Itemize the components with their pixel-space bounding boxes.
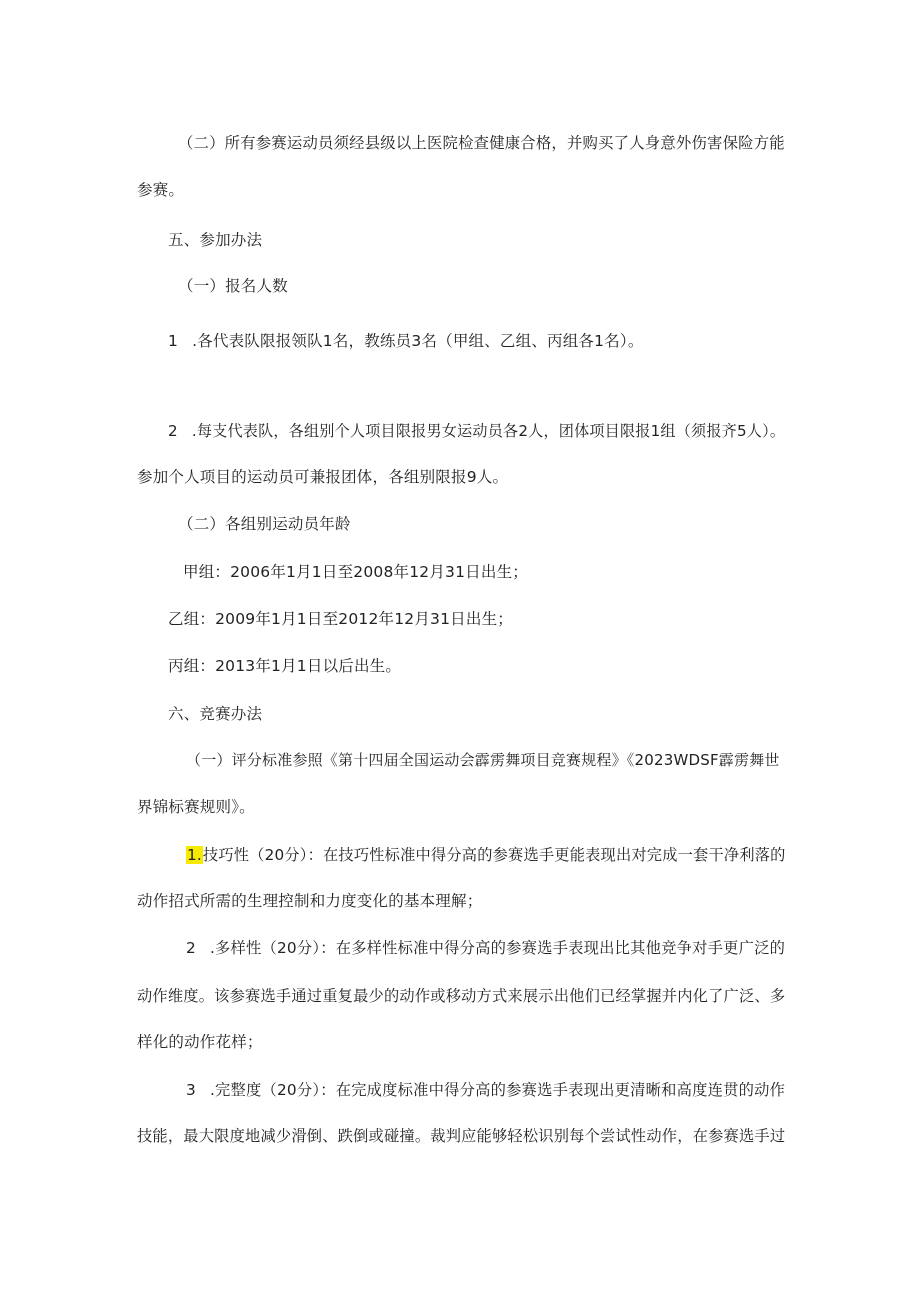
item-1 <box>168 331 644 351</box>
section-6-heading: 六、竞赛办法 <box>168 705 263 723</box>
item-2-number: 2 <box>168 422 178 440</box>
criterion-2-line2: 动作维度。该参赛选手通过重复最少的动作或移动方式来展示出他们已经掌握并内化了广泛、多 <box>137 987 786 1005</box>
criterion-2-line1 <box>186 938 785 958</box>
section-5-heading: 五、参加办法 <box>168 231 263 249</box>
criterion-2-line3: 样化的动作花样； <box>137 1033 263 1051</box>
item-1-text: .各代表队限报领队1名，教练员3名（甲组、乙组、丙组各1名）。 <box>192 332 644 350</box>
item-2-line1 <box>168 421 785 441</box>
criterion-1-number-highlight: 1. <box>187 846 202 864</box>
criterion-2-number: 2 <box>186 939 196 957</box>
age-group-b: 乙组：2009年1月1日至2012年12月31日出生； <box>168 610 513 628</box>
criterion-3-text: .完整度（20分）：在完成度标准中得分高的参赛选手表现出更清晰和高度连贯的动作 <box>209 1081 786 1099</box>
paragraph-insurance-line2: 参赛。 <box>137 181 185 199</box>
section-5-sub1-heading: （一）报名人数 <box>178 277 288 295</box>
section-6-sub1-line2: 界锦标赛规则》。 <box>137 798 255 816</box>
criterion-1-text: 技巧性（20分）：在技巧性标准中得分高的参赛选手更能表现出对完成一套干净利落的 <box>202 846 786 864</box>
item-2-line2: 参加个人项目的运动员可兼报团体，各组别限报9人。 <box>137 468 509 486</box>
section-6-sub1-line1: （一）评分标准参照《第十四届全国运动会霹雳舞项目竞赛规程》《2023WDSF霹雳舞世 <box>186 751 780 769</box>
age-group-a: 甲组：2006年1月1日至2008年12月31日出生； <box>183 563 528 581</box>
criterion-3-line1 <box>186 1080 785 1100</box>
item-1-number: 1 <box>168 332 179 350</box>
criterion-3-line2: 技能，最大限度地减少滑倒、跌倒或碰撞。裁判应能够轻松识别每个尝试性动作，在参赛选手过 <box>137 1127 786 1145</box>
criterion-1-line1 <box>186 845 786 865</box>
item-2-text: .每支代表队，各组别个人项目限报男女运动员各2人，团体项目限报1组（须报齐5人）。 <box>191 422 786 440</box>
paragraph-insurance-line1: （二）所有参赛运动员须经县级以上医院检查健康合格，并购买了人身意外伤害保险方能 <box>178 134 785 152</box>
criterion-1-line2: 动作招式所需的生理控制和力度变化的基本理解； <box>137 892 483 910</box>
criterion-2-text: .多样性（20分）：在多样性标准中得分高的参赛选手表现出比其他竞争对手更广泛的 <box>209 939 786 957</box>
criterion-3-number: 3 <box>186 1081 196 1099</box>
age-group-c: 丙组：2013年1月1日以后出生。 <box>168 657 402 675</box>
section-5-sub2-heading: （二）各组别运动员年龄 <box>178 515 351 533</box>
